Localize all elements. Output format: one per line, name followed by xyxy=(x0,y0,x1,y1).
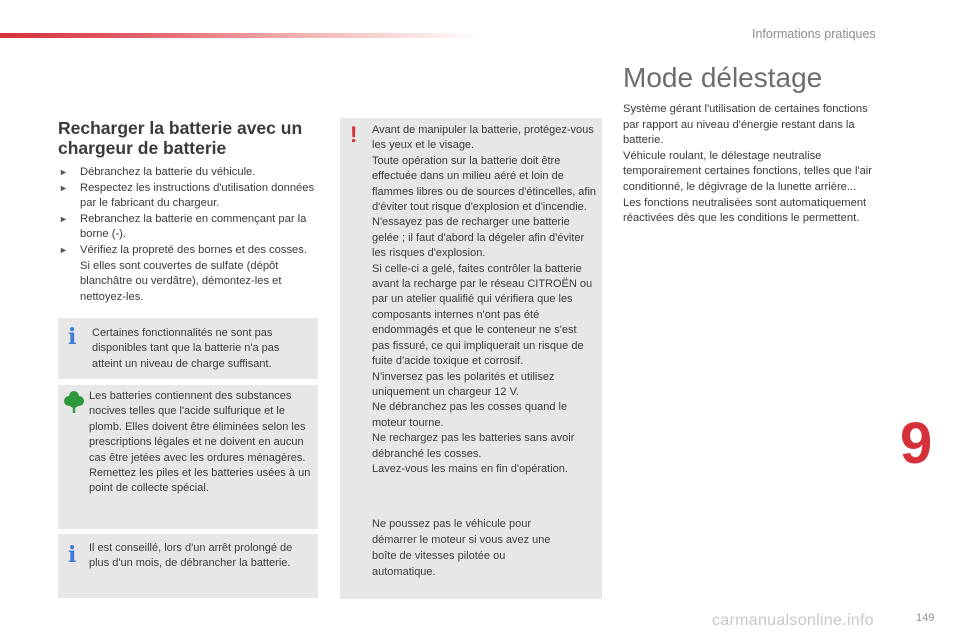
left-heading: Recharger la batterie avec un chargeur de batterie xyxy=(58,118,303,158)
eco-text: Les batteries contiennent des substances nocives telles que l'acide sulfurique et le plomb. Elles doivent être éliminées selon les prescriptions légales et ne doivent en aucun cas être jetées avec les ordures ménagères. Remettez les piles et les batteries usées à un point de collecte spécial. xyxy=(89,390,311,495)
push-warning-text: Ne poussez pas le véhicule pour démarrer le moteur si vous avez une boîte de vitesses pilotée ou automatique. xyxy=(372,518,551,578)
section-label: Informations pratiques xyxy=(752,27,876,41)
warning-box xyxy=(340,118,602,599)
info-text: Il est conseillé, lors d'un arrêt prolongé de plus d'un mois, de débrancher la batterie. xyxy=(89,542,293,570)
list-item: ► Vérifiez la propreté des bornes et des cosses. Si elles sont couvertes de sulfate (dépôt blanchâtre ou verdâtre), démontez-les et nettoyez-les. xyxy=(59,243,307,303)
tree-icon xyxy=(64,390,84,414)
chapter-number: 9 xyxy=(900,411,933,476)
eco-box-recycling xyxy=(58,385,318,529)
info-box-charge-level xyxy=(58,318,318,379)
page-number: 149 xyxy=(916,612,935,624)
warning-text: Avant de manipuler la batterie, protégez-vous les yeux et le visage. Toute opération sur la batterie doit être effectuée dans un milieu aéré et loin de flammes libres ou de sources d'étincelles, afin d'éviter tout risque d'explosion et d'incendie. N'essayez pas de recharger une batterie gelée ; il faut d'abord la dégeler afin d'éviter les risques d'explosion. Si celle-ci a gelé, faites contrôler la batterie avant la recharge par le réseau CITROËN ou par un atelier qualifié qui vérifiera que les composants internes n'ont pas été endommagés et que le conteneur ne s'est pas fissuré, ce qui impliquerait un risque de fuite d'acide toxique et corrosif. N'inversez pas les polarités et utilisez uniquement un chargeur 12 V. Ne débranchez pas les cosses quand le moteur tourne. Ne rechargez pas les batteries sans avoir débranché les cosses. Lavez-vous les mains en fin d'opération. xyxy=(372,124,597,475)
info-text: Certaines fonctionnalités ne sont pas disponibles tant que la batterie n'a pas atteint un niveau de charge suffisant. xyxy=(92,327,280,370)
list-item: ► Respectez les instructions d'utilisation données par le fabricant du chargeur. xyxy=(59,181,315,210)
arrow-bullet-icon: ► xyxy=(59,213,68,224)
list-item: ► Débranchez la batterie du véhicule. xyxy=(58,165,320,181)
right-heading: Mode délestage xyxy=(623,62,823,93)
arrow-bullet-icon: ► xyxy=(59,167,68,177)
info-icon: i xyxy=(68,542,77,568)
header-accent-bar xyxy=(0,33,480,38)
right-paragraph: Système gérant l'utilisation de certaines fonctions par rapport au niveau d'énergie restant dans la batterie. Véhicule roulant, le délestage neutralise temporairement certaines fonctions, telles que l'air conditionné, le dégivrage de la lunette arrière... Les fonctions neutralisées sont automatiquement réactivées dès que les conditions le permettent. xyxy=(623,103,873,225)
arrow-bullet-icon: ► xyxy=(59,244,68,255)
arrow-bullet-icon: ► xyxy=(59,182,68,193)
info-box-long-stop xyxy=(58,534,318,598)
list-item: ► Rebranchez la batterie en commençant par la borne (-). xyxy=(59,212,307,241)
info-icon: i xyxy=(68,324,77,350)
instruction-list xyxy=(58,165,320,305)
warning-icon: ! xyxy=(350,122,358,147)
watermark: carmanualsonline.info xyxy=(712,612,874,629)
